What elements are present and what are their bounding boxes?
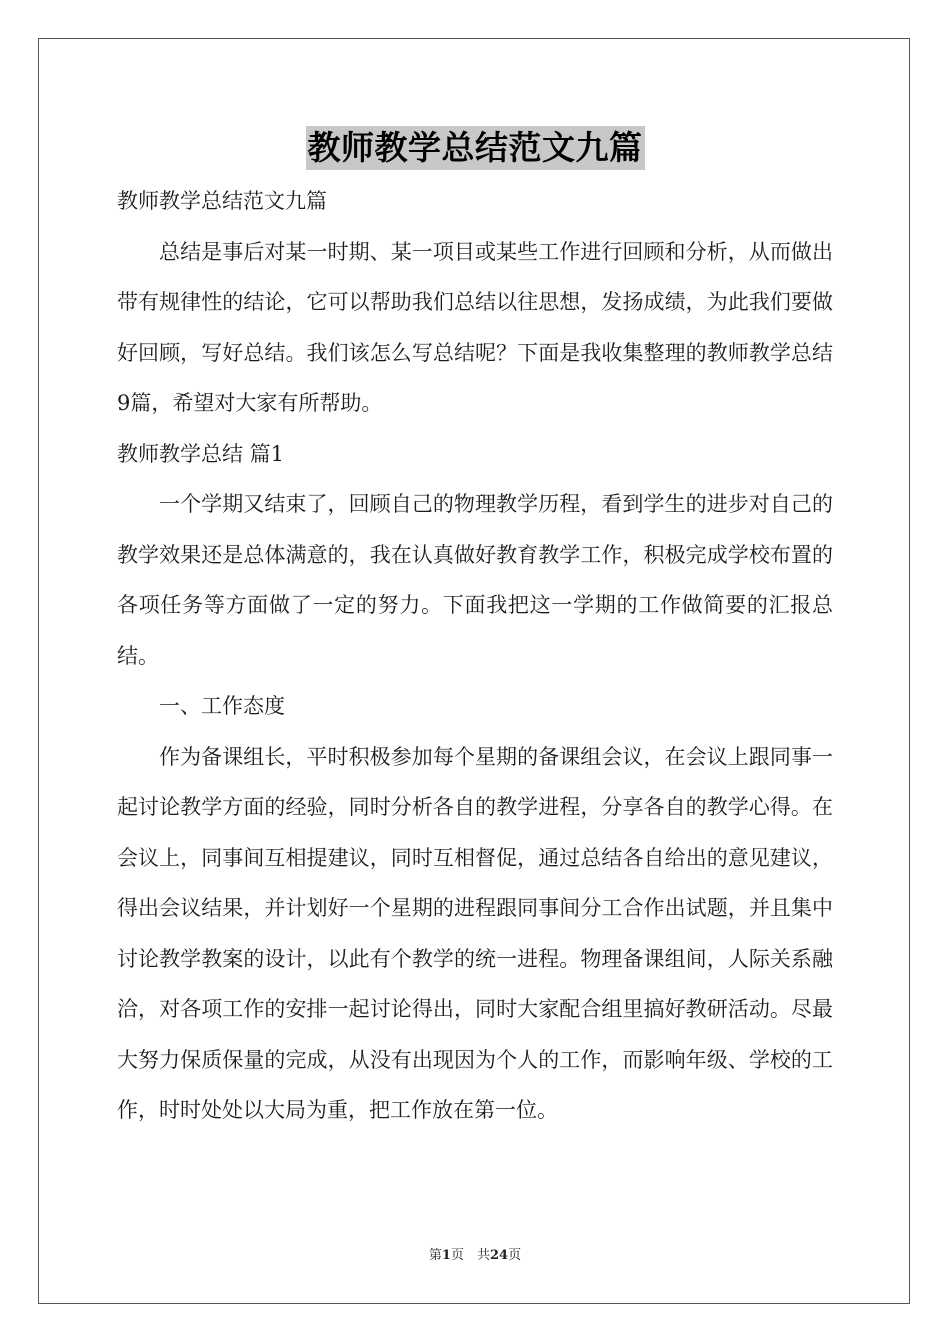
footer-suffix: 页 xyxy=(508,1248,522,1263)
subtitle-paragraph: 教师教学总结范文九篇 xyxy=(117,189,327,213)
footer-page-number: 1 xyxy=(441,1248,451,1263)
body-paragraph: 作为备课组长，平时积极参加每个星期的备课组会议，在会议上跟同事一起讨论教学方面的经验，同时分析各自的教学进程，分享各自的教学心得。在会议上，同事间互相提建议，同时互相督促，通过总结各自给出的意见建议，得出会议结果，并计划好一个星期的进程跟同事间分工合作出试题，并且集中讨论教学教案的设计，以此有个教学的统一进程。物理备课组间，人际关系融洽，对各项工作的安排一起讨论得出，同时大家配合组里搞好教研活动。尽最大努力保质保量的完成，从没有出现因为个人的工作，而影响年级、学校的工作，时时处处以大局为重，把工作放在第一位。 xyxy=(117,744,833,1122)
section-heading: 教师教学总结 篇1 xyxy=(117,441,285,466)
footer-middle: 页 共 xyxy=(450,1248,490,1263)
document-title-wrapper xyxy=(0,126,950,170)
subsection-heading: 一、工作态度 xyxy=(159,694,285,718)
page-footer xyxy=(0,1244,950,1263)
document-body xyxy=(117,176,833,1136)
intro-paragraph: 总结是事后对某一时期、某一项目或某些工作进行回顾和分析，从而做出带有规律性的结论，它可以帮助我们总结以往思想，发扬成绩，为此我们要做好回顾，写好总结。我们该怎么写总结呢？下面是我收集整理的教师教学总结9篇，希望对大家有所帮助。 xyxy=(117,239,833,415)
footer-prefix: 第 xyxy=(428,1248,442,1263)
body-paragraph: 一个学期又结束了，回顾自己的物理教学历程，看到学生的进步对自己的教学效果还是总体满意的，我在认真做好教育教学工作，积极完成学校布置的各项任务等方面做了一定的努力。下面我把这一学期的工作做简要的汇报总结。 xyxy=(117,492,833,668)
document-title: 教师教学总结范文九篇 xyxy=(306,126,645,170)
footer-total-pages: 24 xyxy=(489,1248,509,1263)
